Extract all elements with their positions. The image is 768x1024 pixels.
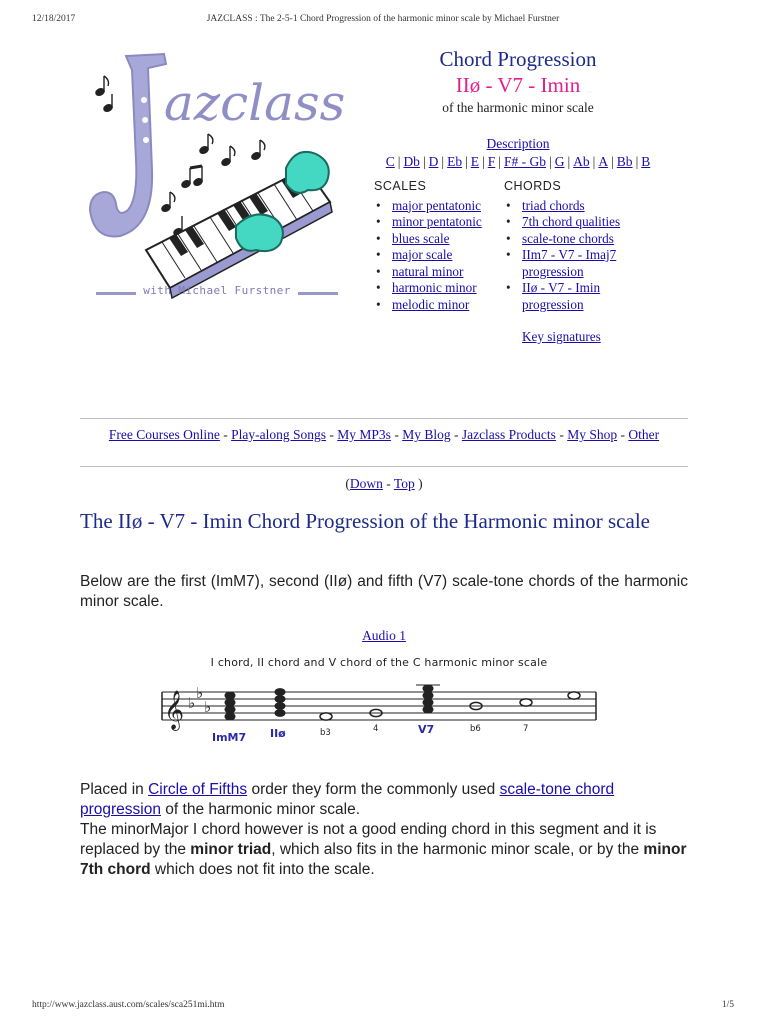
key-link[interactable]: F (487, 154, 496, 169)
scales-column (374, 178, 504, 313)
staff-notation (150, 652, 608, 756)
scale-link[interactable]: minor pentatonic (392, 214, 482, 229)
key-links: C | Db | D | Eb | E | F | F# - Gb | G | Ab | A | Bb | B (385, 154, 651, 169)
score-title: I chord, II chord and V chord of the C harmonic minor scale (210, 656, 548, 669)
list-item (374, 247, 504, 264)
chord-link[interactable]: triad chords (522, 197, 585, 213)
degree-label: b6 (470, 724, 481, 734)
down-link[interactable]: Down (349, 476, 383, 491)
logo-caption (92, 284, 342, 304)
description-link[interactable]: Description (486, 136, 550, 151)
saxophone-icon (90, 54, 166, 236)
emphasis: minor 7th chord (80, 841, 687, 878)
list-item (504, 247, 634, 280)
nav-link-free-courses[interactable]: Free Courses Online (108, 427, 220, 442)
scale-tone-progression-link[interactable]: scale-tone chord progression (80, 781, 615, 818)
key-signature-flats (188, 684, 211, 716)
down-top-links: (Down - Top ) (345, 476, 423, 491)
svg-text:♭: ♭ (196, 684, 204, 702)
list-item (374, 231, 504, 248)
chords-heading: CHORDS (504, 179, 562, 193)
key-link[interactable]: A (598, 154, 609, 169)
key-link[interactable]: F# - Gb (503, 154, 546, 169)
key-link[interactable]: E (470, 154, 480, 169)
key-signatures-link[interactable]: Key signatures (522, 329, 601, 344)
nav-link-products[interactable]: Jazclass Products (461, 427, 556, 442)
nav-link-shop[interactable]: My Shop (567, 427, 618, 442)
chord-link[interactable]: 7th chord qualities (522, 214, 621, 229)
scales-heading: SCALES (374, 179, 427, 193)
list-item (374, 297, 504, 314)
key-link[interactable]: G (554, 154, 565, 169)
scale-link[interactable]: major pentatonic (392, 197, 481, 213)
degree-label: 4 (373, 724, 379, 734)
chord-link[interactable]: scale-tone chords (522, 230, 614, 246)
scale-link[interactable]: blues scale (392, 230, 450, 246)
chord-notes (225, 685, 580, 720)
emphasis: minor triad (190, 841, 272, 858)
nav-link-blog[interactable]: My Blog (402, 427, 451, 442)
print-date: 12/18/2017 (32, 14, 76, 24)
degree-label: 7 (523, 724, 529, 734)
chord-label: ImM7 (212, 731, 247, 744)
scale-link[interactable]: natural minor (392, 263, 464, 279)
svg-text:♭: ♭ (204, 698, 212, 716)
nav-link-play-along[interactable]: Play-along Songs (231, 427, 327, 442)
chord-label: IIø (270, 727, 286, 740)
key-link[interactable]: Db (403, 154, 420, 169)
divider (80, 466, 688, 467)
hero (350, 46, 686, 170)
hero-title: Chord Progression (439, 47, 597, 71)
chord-link[interactable]: IIm7 - V7 - Imaj7 progression (522, 247, 617, 279)
page-title: The IIø - V7 - Imin Chord Progression of the Harmonic minor scale (80, 509, 650, 533)
list-item (374, 214, 504, 231)
scale-link[interactable]: harmonic minor (392, 280, 477, 295)
list-item (504, 214, 634, 231)
key-link[interactable]: D (428, 154, 439, 169)
chord-link[interactable]: IIø - V7 - Imin progression (522, 280, 601, 312)
print-title: JAZCLASS : The 2-5-1 Chord Progression of the harmonic minor scale by Michael Furstner (206, 14, 560, 24)
chord-label: V7 (418, 723, 435, 736)
logo-caption-text: with Michael Furstner (143, 284, 291, 297)
hero-caption: of the harmonic minor scale (442, 100, 594, 115)
music-score (150, 652, 608, 756)
key-link[interactable]: Bb (616, 154, 633, 169)
scale-link[interactable]: melodic minor (392, 296, 470, 312)
logo-wordmark: azclass (164, 74, 346, 132)
jazclass-logo[interactable] (86, 50, 346, 300)
top-link[interactable]: Top (393, 476, 415, 491)
list-item (374, 280, 504, 297)
list-item (504, 231, 634, 248)
print-footer (32, 1000, 734, 1010)
circle-of-fifths-link[interactable]: Circle of Fifths (148, 781, 248, 798)
print-url: http://www.jazclass.aust.com/scales/sca251mi.htm (32, 1000, 225, 1010)
site-nav: Free Courses Online - Play-along Songs - My MP3s - My Blog - Jazclass Products - My Shop - Other (108, 427, 660, 442)
nav-link-mp3s[interactable]: My MP3s (337, 427, 391, 442)
scale-link[interactable]: major scale (392, 247, 453, 262)
treble-clef-icon: 𝄞 (164, 690, 185, 730)
degree-label: b3 (320, 728, 331, 738)
svg-text:♭: ♭ (188, 694, 196, 712)
divider (80, 418, 688, 419)
list-item (374, 264, 504, 281)
list-item (504, 280, 634, 313)
key-link[interactable]: Ab (573, 154, 590, 169)
list-item (374, 198, 504, 215)
intro-text: Below are the first (ImM7), second (IIø) and fifth (V7) scale-tone chords of the harmonic minor scale. (80, 573, 688, 610)
body-text: Placed in Circle of Fifths order they form the commonly used scale-tone chord progression of the harmonic minor scale. The minorMajor I chord however is not a good ending chord in this segment and it is replaced by the minor triad, which also fits in the harmonic minor scale, or by the minor 7th chord which does not fit into the scale. (80, 781, 687, 878)
key-link[interactable]: B (641, 154, 651, 169)
hero-subtitle: IIø - V7 - Imin (455, 73, 581, 97)
key-link[interactable]: C (385, 154, 395, 169)
key-link[interactable]: Eb (447, 154, 463, 169)
page-number: 1/5 (721, 1000, 734, 1010)
nav-link-other[interactable]: Other (628, 427, 660, 442)
chords-column (504, 178, 634, 346)
list-item (504, 198, 634, 215)
audio-link[interactable]: Audio 1 (362, 628, 406, 643)
